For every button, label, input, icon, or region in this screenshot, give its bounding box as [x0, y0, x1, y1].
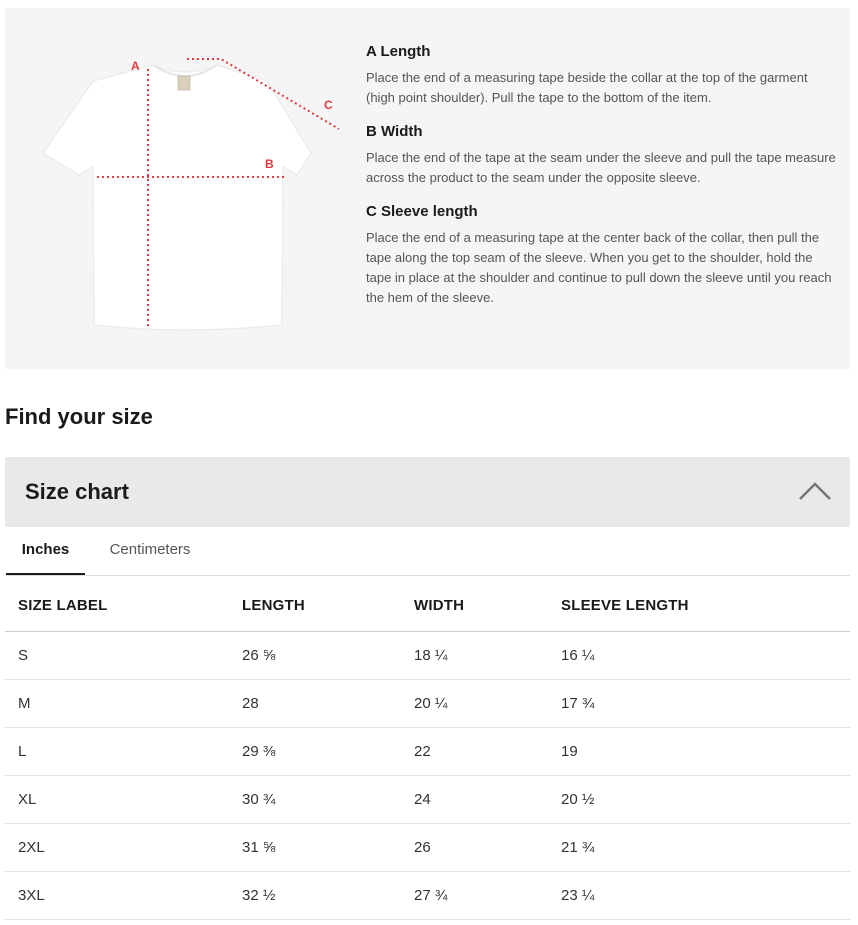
cell-size: M: [5, 680, 229, 728]
cell-sleeve-length: 16 ¼: [548, 632, 850, 680]
measurement-instructions: [366, 42, 836, 322]
cell-width: 27 ¾: [401, 872, 548, 920]
size-chart-title: Size chart: [25, 479, 129, 504]
cell-size: XL: [5, 776, 229, 824]
cell-length: 28: [229, 680, 401, 728]
table-row: [5, 728, 850, 776]
width-title: B Width: [366, 123, 423, 140]
cell-length: 32 ½: [229, 872, 401, 920]
cell-length: 29 ⅜: [229, 728, 401, 776]
sleeve-length-title: C Sleeve length: [366, 203, 478, 220]
cell-sleeve-length: 20 ½: [548, 776, 850, 824]
cell-sleeve-length: 17 ¾: [548, 680, 850, 728]
header-sleeve-length: SLEEVE LENGTH: [548, 580, 850, 632]
size-table: [5, 580, 850, 920]
sleeve-length-text: Place the end of a measuring tape at the center back of the collar, then pull the tape along the top seam of the sleeve. When you get to the shoulder, hold the tape in place at the shoulder and continue to pull down the sleeve until you reach the hem of the sleeve.: [366, 230, 832, 305]
tshirt-illustration: [35, 43, 355, 343]
cell-length: 30 ¾: [229, 776, 401, 824]
header-size-label: SIZE LABEL: [5, 580, 229, 632]
cell-width: 22: [401, 728, 548, 776]
table-row: [5, 632, 850, 680]
table-row: [5, 776, 850, 824]
length-title: A Length: [366, 43, 431, 60]
cell-size: L: [5, 728, 229, 776]
find-size-heading: Find your size: [5, 404, 153, 429]
size-chart-accordion[interactable]: [5, 457, 850, 527]
header-length: LENGTH: [229, 580, 401, 632]
cell-width: 18 ¼: [401, 632, 548, 680]
cell-size: 3XL: [5, 872, 229, 920]
marker-b: B: [265, 157, 274, 171]
table-row: [5, 824, 850, 872]
length-text: Place the end of a measuring tape beside the collar at the top of the garment (high point shoulder). Pull the tape to the bottom of the item.: [366, 70, 808, 105]
chevron-up-icon[interactable]: [798, 479, 832, 503]
table-row: [5, 680, 850, 728]
cell-width: 24: [401, 776, 548, 824]
marker-c: C: [324, 98, 333, 112]
cell-size: 2XL: [5, 824, 229, 872]
cell-sleeve-length: 23 ¼: [548, 872, 850, 920]
marker-a: A: [131, 59, 140, 73]
cell-length: 31 ⅝: [229, 824, 401, 872]
cell-length: 26 ⅝: [229, 632, 401, 680]
cell-sleeve-length: 19: [548, 728, 850, 776]
cell-width: 26: [401, 824, 548, 872]
cell-size: S: [5, 632, 229, 680]
table-row: [5, 872, 850, 920]
header-width: WIDTH: [401, 580, 548, 632]
table-header-row: [5, 580, 850, 632]
tshirt-diagram: [35, 43, 355, 343]
measurement-guide: [5, 8, 850, 369]
width-text: Place the end of the tape at the seam under the sleeve and pull the tape measure across the product to the seam under the opposite sleeve.: [366, 150, 836, 185]
cell-width: 20 ¼: [401, 680, 548, 728]
unit-tabs: [5, 527, 850, 576]
tab-inches[interactable]: Inches: [6, 527, 85, 575]
tab-centimeters[interactable]: Centimeters: [109, 541, 191, 558]
cell-sleeve-length: 21 ¾: [548, 824, 850, 872]
